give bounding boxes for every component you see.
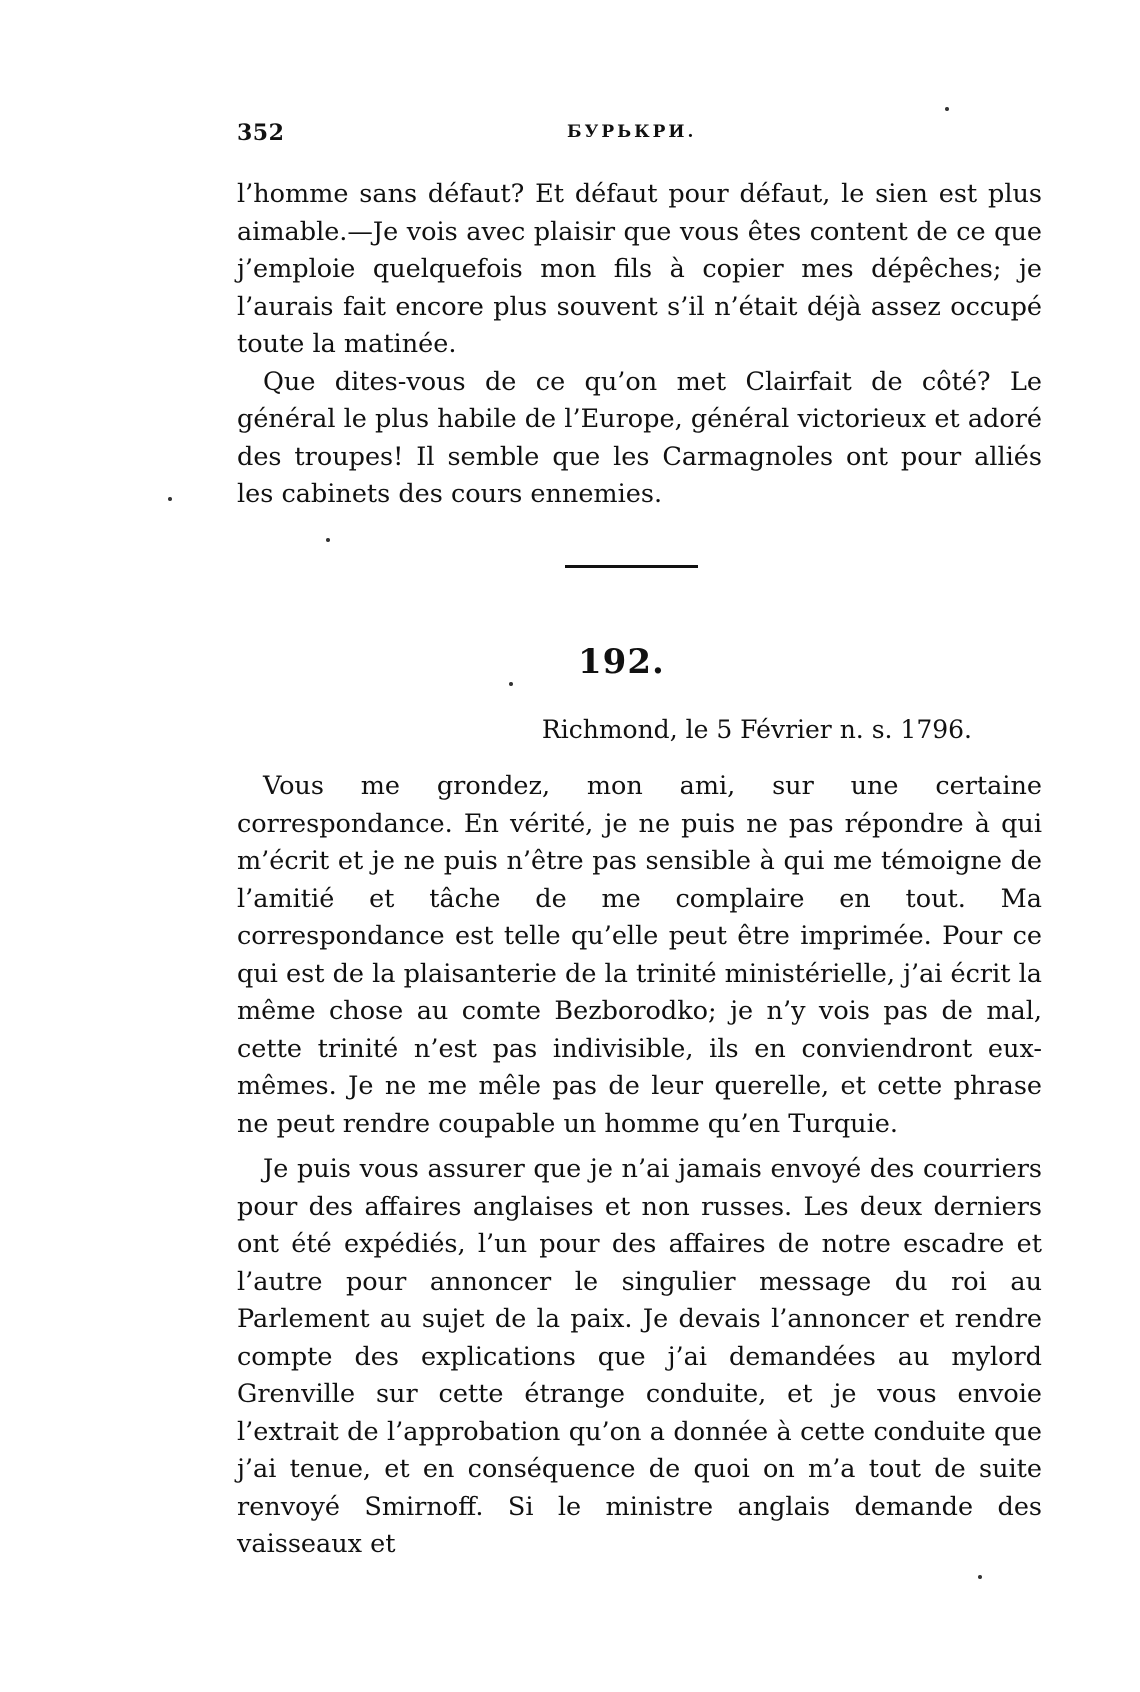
running-head: БУРЬКРИ. [567, 122, 697, 142]
paragraph: Que dites-vous de ce qu’on met Clairfait de côté? Le général le plus habile de l’Europe, général victorieux et adoré des troupes! Il semble que les Carmagnoles ont pour alliés les cabinets des cours ennemies. [237, 366, 1042, 509]
section-divider [565, 565, 698, 568]
scan-speck [168, 497, 172, 501]
scan-speck [509, 682, 513, 686]
page-header [237, 120, 1049, 150]
scan-speck [978, 1575, 982, 1579]
paragraph: Je puis vous assurer que je n’ai jamais envoyé des courriers pour des affaires anglaises et non russes. Les deux derniers ont été expédiés, l’un pour des affaires de notre escadre et l’autre pour annoncer le singulier message du roi au Parlement au sujet de la paix. Je devais l’annoncer et rendre compte des explications que j’ai demandées au mylord Grenville sur cette étrange conduite, et je vous envoie l’extrait de l’approbation qu’on a donnée à cette conduite que j’ai tenue, et en conséquence de quoi on m’a tout de suite renvoyé Smirnoff. Si le ministre anglais demande des vaisseaux et [237, 1154, 1042, 1559]
paragraph: l’homme sans défaut? Et défaut pour défaut, le sien est plus aimable.—Je vois avec plaisir que vous êtes content de ce que j’emploie quelquefois mon fils à copier mes dépêches; je l’aurais fait encore plus souvent s’il n’était déjà assez occupé toute la matinée. [237, 179, 1042, 359]
letter-dateline: Richmond, le 5 Février n. s. 1796. [541, 715, 972, 744]
paragraph: Vous me grondez, mon ami, sur une certaine correspondance. En vérité, je ne puis ne pas répondre à qui m’écrit et je ne puis n’être pas sensible à qui me témoigne de l’amitié et tâche de me complaire en tout. Ma correspondance est telle qu’elle peut être imprimée. Pour ce qui est de la plaisanterie de la trinité ministérielle, j’ai écrit la même chose au comte Bezborodko; je n’y vois pas de mal, cette trinité n’est pas indivisible, ils en conviendront eux-mêmes. Je ne me mêle pas de leur querelle, et cette phrase ne peut rendre coupable un homme qu’en Turquie. [237, 771, 1042, 1139]
scan-speck [945, 107, 949, 111]
letter-body [237, 768, 1042, 1564]
page-number: 352 [237, 120, 285, 146]
scan-speck [326, 538, 330, 542]
letter-number: 192. [578, 642, 665, 682]
previous-letter-end [237, 176, 1042, 514]
